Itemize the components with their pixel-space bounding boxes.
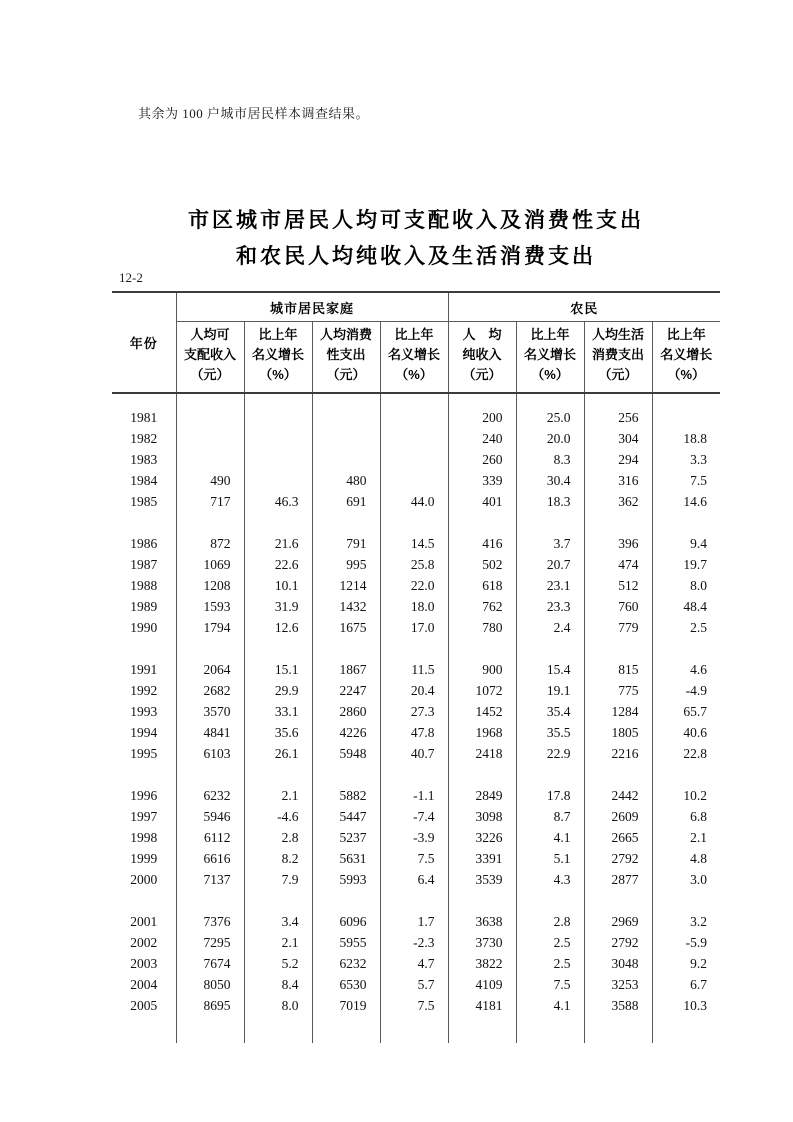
value-cell: 2969 bbox=[584, 911, 652, 932]
value-cell: 27.3 bbox=[380, 701, 448, 722]
value-cell: 401 bbox=[448, 491, 516, 512]
spacer-row bbox=[112, 1016, 720, 1043]
statistics-table bbox=[112, 291, 720, 1043]
value-cell: 5237 bbox=[312, 827, 380, 848]
value-cell: 6.7 bbox=[652, 974, 720, 995]
value-cell bbox=[380, 428, 448, 449]
value-cell: 4.1 bbox=[516, 995, 584, 1016]
year-cell: 1991 bbox=[130, 662, 158, 677]
table-body bbox=[112, 393, 720, 1043]
col-header-urban-expenditure-growth: 比上年 名义增长 （%） bbox=[380, 322, 448, 394]
value-cell: 2.1 bbox=[652, 827, 720, 848]
value-cell: 2247 bbox=[312, 680, 380, 701]
value-cell: 1284 bbox=[584, 701, 652, 722]
table-row bbox=[112, 953, 720, 974]
value-cell: 19.1 bbox=[516, 680, 584, 701]
year-cell: 1989 bbox=[130, 599, 158, 614]
value-cell: 760 bbox=[584, 596, 652, 617]
value-cell: 40.7 bbox=[380, 743, 448, 764]
value-cell: 6232 bbox=[312, 953, 380, 974]
value-cell: 8.7 bbox=[516, 806, 584, 827]
value-cell: 4.7 bbox=[380, 953, 448, 974]
value-cell: 4.1 bbox=[516, 827, 584, 848]
value-cell: 4181 bbox=[448, 995, 516, 1016]
value-cell: 1072 bbox=[448, 680, 516, 701]
group-header-row bbox=[112, 292, 720, 322]
value-cell: 3226 bbox=[448, 827, 516, 848]
value-cell: 2682 bbox=[176, 680, 244, 701]
value-cell: 995 bbox=[312, 554, 380, 575]
year-cell: 2002 bbox=[130, 935, 158, 950]
value-cell: 1208 bbox=[176, 575, 244, 596]
value-cell: 3048 bbox=[584, 953, 652, 974]
value-cell: 20.4 bbox=[380, 680, 448, 701]
value-cell: 2.1 bbox=[244, 785, 312, 806]
year-cell: 1992 bbox=[130, 683, 158, 698]
table-row bbox=[112, 932, 720, 953]
table-row bbox=[112, 995, 720, 1016]
value-cell: -4.6 bbox=[244, 806, 312, 827]
value-cell: 8.2 bbox=[244, 848, 312, 869]
value-cell: 5955 bbox=[312, 932, 380, 953]
table-row bbox=[112, 659, 720, 680]
year-cell: 2001 bbox=[130, 914, 158, 929]
value-cell: 900 bbox=[448, 659, 516, 680]
year-cell: 1985 bbox=[130, 494, 158, 509]
value-cell: 2.8 bbox=[244, 827, 312, 848]
value-cell: 3.0 bbox=[652, 869, 720, 890]
year-cell: 1997 bbox=[130, 809, 158, 824]
value-cell: 339 bbox=[448, 470, 516, 491]
value-cell: 7376 bbox=[176, 911, 244, 932]
value-cell: 15.4 bbox=[516, 659, 584, 680]
value-cell: 1452 bbox=[448, 701, 516, 722]
value-cell: 5.7 bbox=[380, 974, 448, 995]
value-cell: 22.9 bbox=[516, 743, 584, 764]
table-number: 12-2 bbox=[119, 270, 143, 285]
value-cell: 7295 bbox=[176, 932, 244, 953]
table-title-line1: 市区城市居民人均可支配收入及消费性支出 bbox=[188, 209, 644, 232]
value-cell bbox=[176, 449, 244, 470]
value-cell: 316 bbox=[584, 470, 652, 491]
table-row bbox=[112, 470, 720, 491]
value-cell: 8.0 bbox=[652, 575, 720, 596]
table-row bbox=[112, 974, 720, 995]
value-cell: 5.2 bbox=[244, 953, 312, 974]
group-header-urban: 城市居民家庭 bbox=[176, 292, 448, 322]
year-cell: 1988 bbox=[130, 578, 158, 593]
value-cell: 2877 bbox=[584, 869, 652, 890]
value-cell: 8695 bbox=[176, 995, 244, 1016]
year-cell: 2003 bbox=[130, 956, 158, 971]
value-cell: 872 bbox=[176, 533, 244, 554]
table-row bbox=[112, 554, 720, 575]
value-cell: 3.7 bbox=[516, 533, 584, 554]
value-cell bbox=[312, 449, 380, 470]
value-cell: 7.5 bbox=[380, 995, 448, 1016]
value-cell: 30.4 bbox=[516, 470, 584, 491]
value-cell: 2.5 bbox=[652, 617, 720, 638]
value-cell: 8.4 bbox=[244, 974, 312, 995]
year-cell: 1987 bbox=[130, 557, 158, 572]
value-cell: 1593 bbox=[176, 596, 244, 617]
value-cell: 3098 bbox=[448, 806, 516, 827]
value-cell: 2.1 bbox=[244, 932, 312, 953]
year-cell: 1983 bbox=[130, 452, 158, 467]
value-cell: 3539 bbox=[448, 869, 516, 890]
col-header-rural-expenditure-growth: 比上年 名义增长 （%） bbox=[652, 322, 720, 394]
value-cell: 2860 bbox=[312, 701, 380, 722]
value-cell: 6112 bbox=[176, 827, 244, 848]
value-cell: 1214 bbox=[312, 575, 380, 596]
table-row bbox=[112, 722, 720, 743]
col-header-rural-expenditure: 人均生活 消费支出 （元） bbox=[584, 322, 652, 394]
value-cell: 6103 bbox=[176, 743, 244, 764]
value-cell: 22.0 bbox=[380, 575, 448, 596]
value-cell bbox=[312, 407, 380, 428]
value-cell: 9.2 bbox=[652, 953, 720, 974]
table-row bbox=[112, 806, 720, 827]
value-cell: 2.5 bbox=[516, 932, 584, 953]
value-cell: 260 bbox=[448, 449, 516, 470]
value-cell: 1805 bbox=[584, 722, 652, 743]
value-cell: 779 bbox=[584, 617, 652, 638]
footnote-text: 其余为 100 户城市居民样本调查结果。 bbox=[138, 106, 370, 121]
table-row bbox=[112, 848, 720, 869]
value-cell: 2442 bbox=[584, 785, 652, 806]
value-cell: 1968 bbox=[448, 722, 516, 743]
value-cell: 35.4 bbox=[516, 701, 584, 722]
value-cell: 46.3 bbox=[244, 491, 312, 512]
value-cell: 4.6 bbox=[652, 659, 720, 680]
value-cell: 3638 bbox=[448, 911, 516, 932]
value-cell: 12.6 bbox=[244, 617, 312, 638]
value-cell: 1794 bbox=[176, 617, 244, 638]
value-cell: 17.0 bbox=[380, 617, 448, 638]
value-cell: 6616 bbox=[176, 848, 244, 869]
value-cell: 23.3 bbox=[516, 596, 584, 617]
year-cell: 1993 bbox=[130, 704, 158, 719]
year-cell: 2005 bbox=[130, 998, 158, 1013]
value-cell: 10.2 bbox=[652, 785, 720, 806]
value-cell: 7674 bbox=[176, 953, 244, 974]
value-cell: 1432 bbox=[312, 596, 380, 617]
value-cell: 2216 bbox=[584, 743, 652, 764]
value-cell: 4109 bbox=[448, 974, 516, 995]
value-cell: 20.7 bbox=[516, 554, 584, 575]
table-row bbox=[112, 701, 720, 722]
year-cell: 1994 bbox=[130, 725, 158, 740]
value-cell: 7.5 bbox=[652, 470, 720, 491]
value-cell: 618 bbox=[448, 575, 516, 596]
value-cell: 304 bbox=[584, 428, 652, 449]
spacer-row bbox=[112, 512, 720, 533]
value-cell: 3.3 bbox=[652, 449, 720, 470]
value-cell bbox=[244, 407, 312, 428]
value-cell: 1675 bbox=[312, 617, 380, 638]
value-cell: 1069 bbox=[176, 554, 244, 575]
year-cell: 1982 bbox=[130, 431, 158, 446]
value-cell: 33.1 bbox=[244, 701, 312, 722]
value-cell: 4841 bbox=[176, 722, 244, 743]
value-cell: 5882 bbox=[312, 785, 380, 806]
value-cell: 5447 bbox=[312, 806, 380, 827]
value-cell: 240 bbox=[448, 428, 516, 449]
value-cell: 4226 bbox=[312, 722, 380, 743]
year-cell: 1990 bbox=[130, 620, 158, 635]
value-cell: 775 bbox=[584, 680, 652, 701]
value-cell: 2792 bbox=[584, 848, 652, 869]
value-cell: 35.5 bbox=[516, 722, 584, 743]
value-cell bbox=[652, 407, 720, 428]
value-cell: 5631 bbox=[312, 848, 380, 869]
value-cell: 11.5 bbox=[380, 659, 448, 680]
value-cell: 2418 bbox=[448, 743, 516, 764]
value-cell: 5948 bbox=[312, 743, 380, 764]
year-cell: 1999 bbox=[130, 851, 158, 866]
value-cell: 8050 bbox=[176, 974, 244, 995]
value-cell: 47.8 bbox=[380, 722, 448, 743]
value-cell: 14.5 bbox=[380, 533, 448, 554]
value-cell: 18.0 bbox=[380, 596, 448, 617]
value-cell: 780 bbox=[448, 617, 516, 638]
value-cell: 256 bbox=[584, 407, 652, 428]
col-header-urban-income: 人均可 支配收入 （元） bbox=[176, 322, 244, 394]
value-cell: 22.8 bbox=[652, 743, 720, 764]
table-row bbox=[112, 617, 720, 638]
value-cell: 10.1 bbox=[244, 575, 312, 596]
value-cell bbox=[312, 428, 380, 449]
year-cell: 2000 bbox=[130, 872, 158, 887]
year-cell: 1995 bbox=[130, 746, 158, 761]
group-header-rural: 农民 bbox=[448, 292, 720, 322]
value-cell: 2792 bbox=[584, 932, 652, 953]
value-cell: 396 bbox=[584, 533, 652, 554]
value-cell: 5993 bbox=[312, 869, 380, 890]
value-cell: 40.6 bbox=[652, 722, 720, 743]
value-cell: 44.0 bbox=[380, 491, 448, 512]
value-cell: 2849 bbox=[448, 785, 516, 806]
value-cell: 9.4 bbox=[652, 533, 720, 554]
year-cell: 1986 bbox=[130, 536, 158, 551]
table-row bbox=[112, 491, 720, 512]
value-cell: 5.1 bbox=[516, 848, 584, 869]
table-row bbox=[112, 827, 720, 848]
value-cell: 3391 bbox=[448, 848, 516, 869]
value-cell: 815 bbox=[584, 659, 652, 680]
value-cell: 3570 bbox=[176, 701, 244, 722]
value-cell: 5946 bbox=[176, 806, 244, 827]
value-cell: 15.1 bbox=[244, 659, 312, 680]
year-cell: 1984 bbox=[130, 473, 158, 488]
year-cell: 2004 bbox=[130, 977, 158, 992]
col-header-rural-income: 人 均 纯收入 （元） bbox=[448, 322, 516, 394]
value-cell: 18.8 bbox=[652, 428, 720, 449]
value-cell: 512 bbox=[584, 575, 652, 596]
value-cell: 2.4 bbox=[516, 617, 584, 638]
value-cell: 2064 bbox=[176, 659, 244, 680]
value-cell bbox=[244, 428, 312, 449]
spacer-row bbox=[112, 764, 720, 785]
value-cell: 480 bbox=[312, 470, 380, 491]
value-cell: 20.0 bbox=[516, 428, 584, 449]
spacer-row bbox=[112, 890, 720, 911]
value-cell: 6.4 bbox=[380, 869, 448, 890]
value-cell: 8.3 bbox=[516, 449, 584, 470]
value-cell: -1.1 bbox=[380, 785, 448, 806]
value-cell: 31.9 bbox=[244, 596, 312, 617]
value-cell: 791 bbox=[312, 533, 380, 554]
table-title-line2: 和农民人均纯收入及生活消费支出 bbox=[236, 245, 596, 268]
value-cell: 21.6 bbox=[244, 533, 312, 554]
table-row bbox=[112, 680, 720, 701]
value-cell: 7.5 bbox=[380, 848, 448, 869]
column-header-row bbox=[112, 322, 720, 394]
value-cell: 691 bbox=[312, 491, 380, 512]
value-cell: 717 bbox=[176, 491, 244, 512]
value-cell: 200 bbox=[448, 407, 516, 428]
value-cell: 25.0 bbox=[516, 407, 584, 428]
spacer-row bbox=[112, 393, 720, 407]
value-cell: -7.4 bbox=[380, 806, 448, 827]
value-cell: 3.4 bbox=[244, 911, 312, 932]
value-cell: 7.5 bbox=[516, 974, 584, 995]
value-cell: 474 bbox=[584, 554, 652, 575]
value-cell: 48.4 bbox=[652, 596, 720, 617]
value-cell bbox=[380, 470, 448, 491]
value-cell bbox=[380, 449, 448, 470]
value-cell: 6530 bbox=[312, 974, 380, 995]
value-cell: 502 bbox=[448, 554, 516, 575]
value-cell: 26.1 bbox=[244, 743, 312, 764]
year-cell: 1998 bbox=[130, 830, 158, 845]
value-cell: 4.3 bbox=[516, 869, 584, 890]
value-cell: 490 bbox=[176, 470, 244, 491]
value-cell: 8.0 bbox=[244, 995, 312, 1016]
value-cell bbox=[244, 470, 312, 491]
value-cell: 7019 bbox=[312, 995, 380, 1016]
value-cell: 3822 bbox=[448, 953, 516, 974]
value-cell bbox=[380, 407, 448, 428]
value-cell bbox=[244, 449, 312, 470]
col-header-urban-income-growth: 比上年 名义增长 （%） bbox=[244, 322, 312, 394]
table-row bbox=[112, 911, 720, 932]
value-cell: 3588 bbox=[584, 995, 652, 1016]
value-cell: 294 bbox=[584, 449, 652, 470]
value-cell: -5.9 bbox=[652, 932, 720, 953]
year-column-header: 年份 bbox=[112, 292, 176, 393]
value-cell: 7.9 bbox=[244, 869, 312, 890]
value-cell: 362 bbox=[584, 491, 652, 512]
value-cell: 7137 bbox=[176, 869, 244, 890]
value-cell: 6232 bbox=[176, 785, 244, 806]
value-cell: 2609 bbox=[584, 806, 652, 827]
value-cell: 35.6 bbox=[244, 722, 312, 743]
value-cell: 762 bbox=[448, 596, 516, 617]
year-cell: 1996 bbox=[130, 788, 158, 803]
value-cell: 3.2 bbox=[652, 911, 720, 932]
table-row bbox=[112, 428, 720, 449]
value-cell: 18.3 bbox=[516, 491, 584, 512]
value-cell: 3253 bbox=[584, 974, 652, 995]
spacer-row bbox=[112, 638, 720, 659]
value-cell: 17.8 bbox=[516, 785, 584, 806]
value-cell: -2.3 bbox=[380, 932, 448, 953]
value-cell: 1.7 bbox=[380, 911, 448, 932]
value-cell: 4.8 bbox=[652, 848, 720, 869]
value-cell: -4.9 bbox=[652, 680, 720, 701]
value-cell: 416 bbox=[448, 533, 516, 554]
value-cell: 6096 bbox=[312, 911, 380, 932]
table-row bbox=[112, 407, 720, 428]
value-cell: 3730 bbox=[448, 932, 516, 953]
value-cell: 10.3 bbox=[652, 995, 720, 1016]
value-cell: 19.7 bbox=[652, 554, 720, 575]
value-cell: 25.8 bbox=[380, 554, 448, 575]
table-row bbox=[112, 533, 720, 554]
value-cell: 22.6 bbox=[244, 554, 312, 575]
year-cell: 1981 bbox=[130, 410, 158, 425]
value-cell: 65.7 bbox=[652, 701, 720, 722]
value-cell: 6.8 bbox=[652, 806, 720, 827]
value-cell bbox=[176, 407, 244, 428]
value-cell: -3.9 bbox=[380, 827, 448, 848]
value-cell: 23.1 bbox=[516, 575, 584, 596]
table-row bbox=[112, 596, 720, 617]
value-cell: 2665 bbox=[584, 827, 652, 848]
col-header-rural-income-growth: 比上年 名义增长 （%） bbox=[516, 322, 584, 394]
table-row bbox=[112, 785, 720, 806]
value-cell: 2.5 bbox=[516, 953, 584, 974]
table-row bbox=[112, 575, 720, 596]
value-cell bbox=[176, 428, 244, 449]
value-cell: 2.8 bbox=[516, 911, 584, 932]
table-row bbox=[112, 869, 720, 890]
table-row bbox=[112, 449, 720, 470]
value-cell: 14.6 bbox=[652, 491, 720, 512]
value-cell: 29.9 bbox=[244, 680, 312, 701]
table-row bbox=[112, 743, 720, 764]
value-cell: 1867 bbox=[312, 659, 380, 680]
col-header-urban-expenditure: 人均消费 性支出 （元） bbox=[312, 322, 380, 394]
